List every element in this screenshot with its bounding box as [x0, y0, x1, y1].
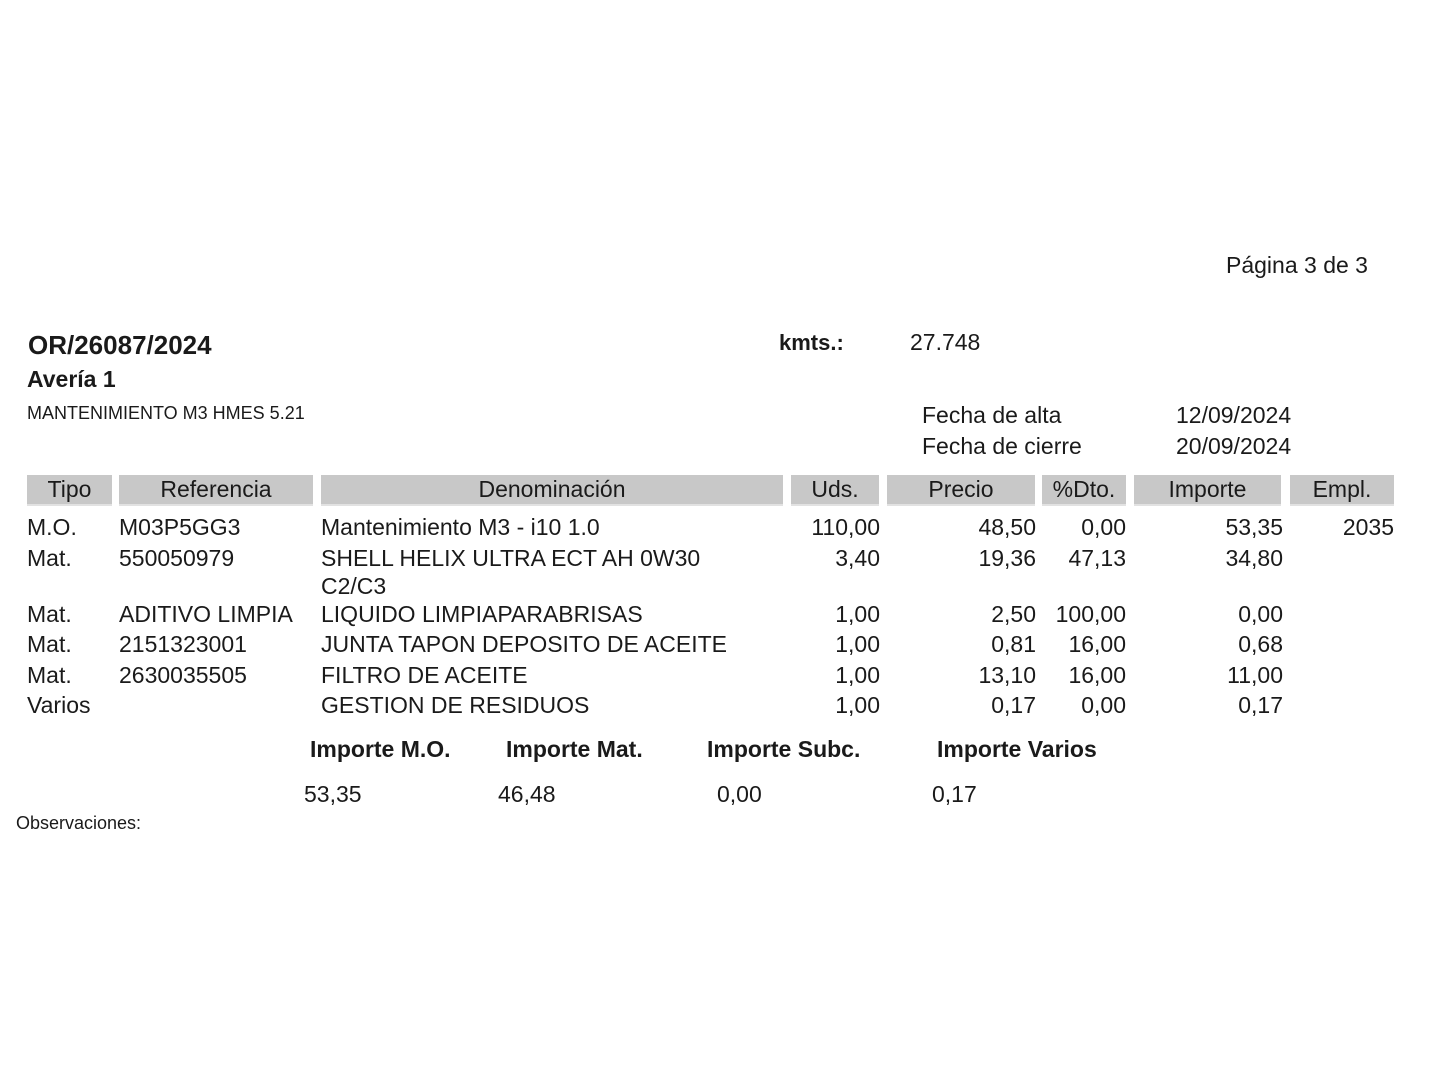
cell-tipo: Mat.	[27, 662, 72, 688]
cell-denominacion: SHELL HELIX ULTRA ECT AH 0W30	[321, 545, 701, 571]
cell-dto: 16,00	[1068, 631, 1126, 657]
header-uds: Uds.	[791, 475, 879, 504]
total-subc-value: 0,00	[717, 781, 762, 807]
cell-importe: 0,68	[1238, 631, 1283, 657]
cell-dto: 0,00	[1081, 514, 1126, 540]
cell-importe: 0,17	[1238, 692, 1283, 718]
header-importe: Importe	[1134, 475, 1281, 504]
cell-uds: 1,00	[835, 692, 880, 718]
cell-precio: 19,36	[978, 545, 1036, 571]
cell-uds: 1,00	[835, 631, 880, 657]
cell-denominacion: FILTRO DE ACEITE	[321, 662, 528, 688]
header-denominacion: Denominación	[321, 475, 783, 504]
cell-uds: 1,00	[835, 601, 880, 627]
cell-referencia: 550050979	[119, 545, 235, 571]
cell-precio: 13,10	[978, 662, 1036, 688]
cell-denominacion-continued: C2/C3	[321, 573, 387, 599]
cell-uds: 110,00	[811, 514, 880, 540]
header-referencia: Referencia	[119, 475, 313, 504]
cell-denominacion: Mantenimiento M3 - i10 1.0	[321, 514, 600, 540]
cell-precio: 0,81	[991, 631, 1036, 657]
fecha-cierre-label: Fecha de cierre	[922, 433, 1082, 459]
header-empl: Empl.	[1290, 475, 1394, 504]
cell-uds: 3,40	[835, 545, 880, 571]
cell-precio: 0,17	[991, 692, 1036, 718]
kmts-label: kmts.:	[779, 330, 844, 355]
total-varios-value: 0,17	[932, 781, 977, 807]
kmts-value: 27.748	[910, 329, 981, 355]
cell-tipo: Mat.	[27, 631, 72, 657]
cell-empl: 2035	[1342, 514, 1394, 540]
cell-referencia: 2630035505	[119, 662, 247, 688]
cell-referencia: M03P5GG3	[119, 514, 241, 540]
cell-tipo: Varios	[27, 692, 91, 718]
cell-precio: 48,50	[978, 514, 1036, 540]
cell-referencia: 2151323001	[119, 631, 247, 657]
cell-importe: 53,35	[1225, 514, 1283, 540]
total-subc-label: Importe Subc.	[707, 736, 861, 762]
observaciones-label: Observaciones:	[16, 813, 142, 833]
page-number: Página 3 de 3	[1226, 252, 1368, 278]
cell-dto: 100,00	[1055, 601, 1126, 627]
cell-importe: 34,80	[1225, 545, 1283, 571]
cell-denominacion: LIQUIDO LIMPIAPARABRISAS	[321, 601, 643, 627]
total-mat-value: 46,48	[498, 781, 556, 807]
cell-tipo: M.O.	[27, 514, 77, 540]
fault-title: Avería 1	[27, 366, 116, 392]
cell-dto: 16,00	[1068, 662, 1126, 688]
cell-denominacion: GESTION DE RESIDUOS	[321, 692, 590, 718]
fault-description: MANTENIMIENTO M3 HMES 5.21	[27, 403, 305, 423]
header-precio: Precio	[887, 475, 1035, 504]
fecha-alta-value: 12/09/2024	[1176, 402, 1292, 428]
total-mo-value: 53,35	[304, 781, 362, 807]
cell-referencia: ADITIVO LIMPIA	[119, 601, 293, 627]
cell-importe: 11,00	[1227, 662, 1283, 688]
cell-importe: 0,00	[1238, 601, 1283, 627]
cell-dto: 47,13	[1068, 545, 1126, 571]
cell-tipo: Mat.	[27, 601, 72, 627]
header-dto: %Dto.	[1042, 475, 1126, 504]
fecha-cierre-value: 20/09/2024	[1176, 433, 1292, 459]
cell-precio: 2,50	[991, 601, 1036, 627]
order-number: OR/26087/2024	[28, 330, 212, 360]
cell-uds: 1,00	[835, 662, 880, 688]
total-mo-label: Importe M.O.	[310, 736, 451, 762]
cell-dto: 0,00	[1081, 692, 1126, 718]
total-varios-label: Importe Varios	[937, 736, 1097, 762]
total-mat-label: Importe Mat.	[506, 736, 643, 762]
cell-tipo: Mat.	[27, 545, 72, 571]
fecha-alta-label: Fecha de alta	[922, 402, 1062, 428]
cell-denominacion: JUNTA TAPON DEPOSITO DE ACEITE	[321, 631, 727, 657]
header-tipo: Tipo	[27, 475, 112, 504]
